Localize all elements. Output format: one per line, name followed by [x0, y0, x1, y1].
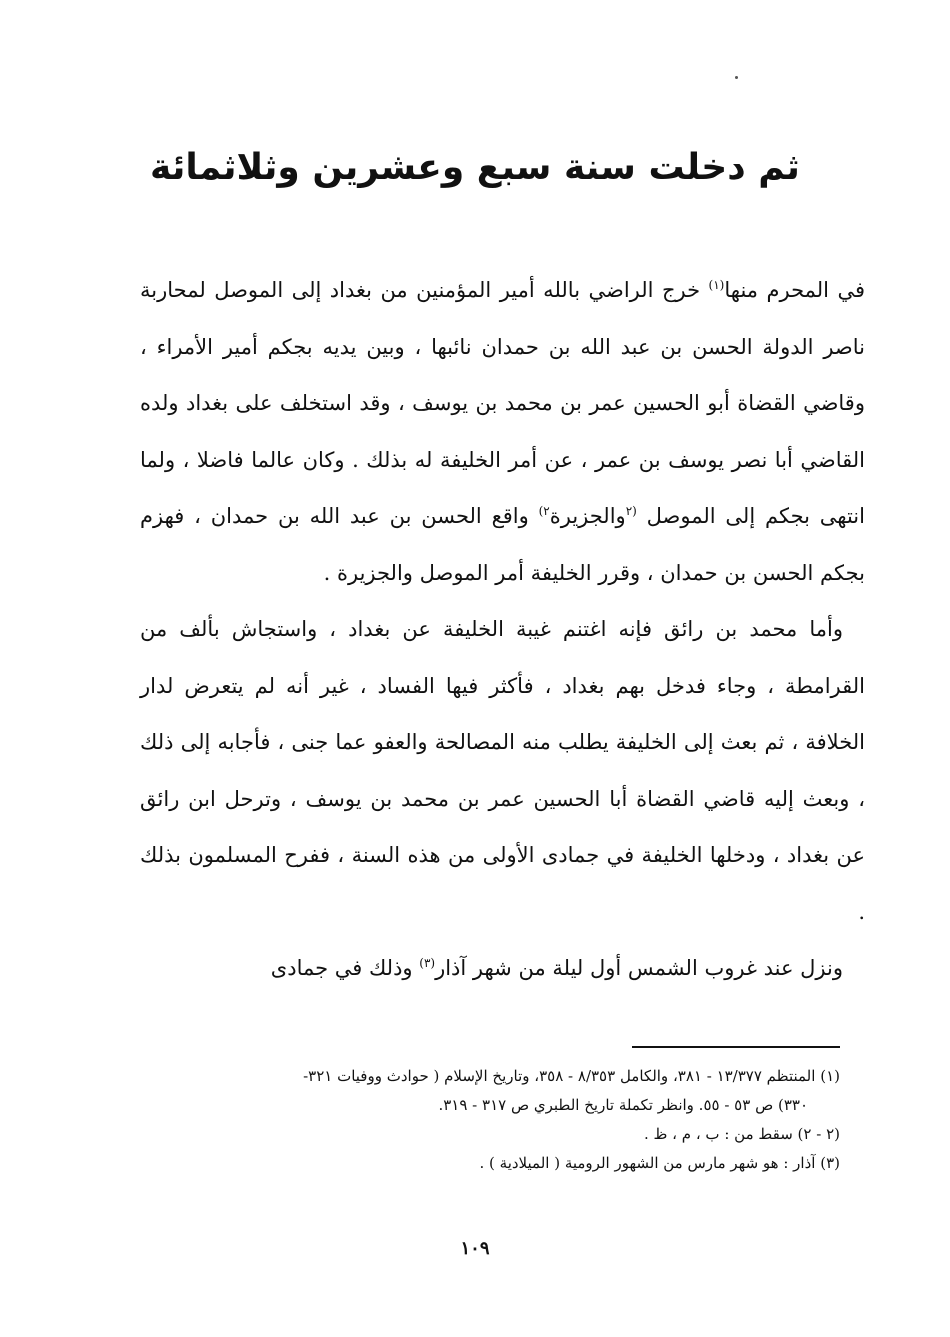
p3-text-after: وذلك في جمادى [270, 956, 420, 980]
paragraph-1 [140, 262, 865, 601]
chapter-title: ثم دخلت سنة سبع وعشرين وثلاثمائة [150, 147, 800, 188]
p1-text-after: واقع الحسن بن عبد الله بن حمدان ، فهزم بجكم الحسن بن حمدان ، وقرر الخليفة أمر الموصل والجزيرة . [140, 504, 865, 585]
footnote-1-line1: المنتظم ١٣/٣٧٧ - ٣٨١، والكامل ٨/٣٥٣ - ٣٥٨، وتاريخ الإسلام ( حوادث ووفيات ٣٢١- [303, 1067, 816, 1085]
p1-text-before-note: في المحرم منها [724, 278, 865, 302]
paragraph-2: وأما محمد بن رائق فإنه اغتنم غيبة الخليفة عن بغداد ، واستجاش بألف من القرامطة ، وجاء فدخل بهم بغداد ، فأكثر فيها الفساد ، غير أنه لم يتعرض لدار الخلافة ، ثم بعث إلى الخليفة يطلب منه المصالحة والعفو عما جنى ، فأجابه إلى ذلك ، وبعث إليه قاضي القضاة أبا الحسين عمر بن محمد بن يوسف ، وترحل ابن رائق عن بغداد ، ودخلها الخليفة في جمادى الأولى من هذه السنة ، ففرح المسلمون بذلك . [140, 617, 865, 924]
footnote-1-marker: (١) [820, 1067, 840, 1085]
footnote-2 [128, 1120, 840, 1149]
footnote-3 [128, 1149, 840, 1178]
page-speck [735, 76, 738, 79]
p1-text-between: والجزيرة [549, 504, 626, 528]
paragraph-3 [140, 940, 865, 997]
footnote-3-marker: (٣) [820, 1154, 840, 1172]
footnote-ref-1: (١) [708, 278, 725, 292]
page-number: ١٠٩ [460, 1238, 490, 1259]
footnote-2-text: سقط من : ب ، م ، ظ . [643, 1125, 793, 1143]
footnote-1-continuation: ٣٣٠) ص ٥٣ - ٥٥. وانظر تكملة تاريخ الطبري ص ٣١٧ - ٣١٩. [438, 1096, 808, 1114]
main-text [140, 262, 865, 997]
footnote-ref-3: (٣) [419, 956, 436, 970]
footnote-1 [128, 1062, 840, 1091]
footnote-ref-2-open: (٢ [625, 504, 637, 518]
p1-text-middle: خرج الراضي بالله أمير المؤمنين من بغداد إلى الموصل لمحاربة ناصر الدولة الحسن بن عبد الله بن حمدان نائبها ، وبين يديه بجكم أمير الأمراء ، وقاضي القضاة أبو الحسين عمر بن محمد بن يوسف ، وقد استخلف على بغداد ولده القاضي أبا نصر يوسف بن عمر ، عن أمر الخليفة له بذلك . وكان عالما فاضلا ، ولما انتهى بجكم إلى الموصل [140, 278, 865, 528]
footnote-separator [632, 1046, 840, 1048]
footnote-2-marker: (٢ - ٢) [797, 1125, 840, 1143]
footnote-3-text: آذار : هو شهر مارس من الشهور الرومية ( الميلادية ) . [479, 1154, 816, 1172]
footnotes [128, 1062, 840, 1178]
footnote-ref-2-close: ٢) [538, 504, 550, 518]
p3-text-before-note: ونزل عند غروب الشمس أول ليلة من شهر آذار [435, 956, 843, 980]
